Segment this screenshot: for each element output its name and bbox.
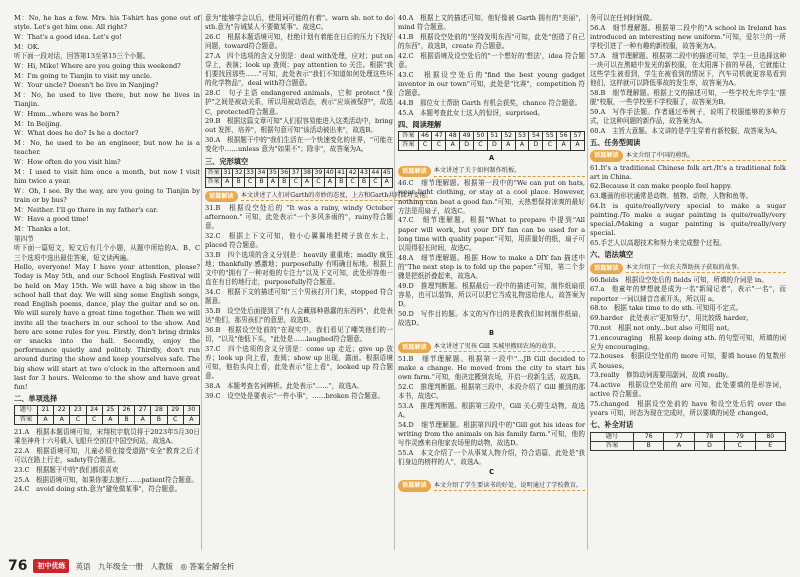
section-heading: 三、完形填空 [205,156,249,166]
table-cell: 78 [694,432,724,441]
column-divider [587,14,588,550]
banner-label: 语篇解读 [398,166,431,177]
section-heading: 二、单项选择 [14,394,58,404]
table-cell: 49 [460,131,474,140]
answer-paragraph: 68.to 根据 take time to do sth. 可知用不定式。 [590,304,743,313]
table-cell: 46 [418,131,432,140]
table-cell: 79 [725,432,755,441]
table-cell: A [37,415,53,424]
answer-paragraph: 70.not 根据 not only...but also 可知用 not。 [590,323,734,332]
table-cell: 35 [268,168,277,176]
table-cell: B [358,178,369,187]
answer-paragraph: W：Oh, I see. By the way, are you going to Tianjin by train or by bus? [14,186,200,204]
table-cell: 33 [246,168,254,176]
table-cell: B [151,415,167,424]
answer-paragraph: 75.changed 根据设空处前的 have 和设空处后的 over the years 可知，时态为现在完成时，所以要填的词是 changed。 [590,399,786,418]
table-cell: D [694,441,724,450]
answer-paragraph: 32.C 根据上下文可知，他小心翼翼地把椅子放在水上，placed 符合题意。 [205,231,393,250]
table-cell: B [336,178,347,187]
answer-paragraph: 听下面一段对话，回答第13至第15三个小题。 [14,52,150,61]
table-cell: 52 [501,131,515,140]
table-cell: A [135,415,151,424]
table-cell: C [474,141,488,150]
answer-paragraph: M：No, he has a few. Mrs. his T-shirt has gone out of style. Let's get him one. All right? [14,14,200,32]
table-cell: 48 [446,131,460,140]
table-cell: 28 [151,406,167,415]
answer-paragraph: 66.fields 根据设空处后的 fields 可知，所填的介词是 in。 [590,275,768,284]
column-divider [201,14,202,550]
table-cell: 55 [543,131,557,140]
table-cell: A [557,141,571,150]
table-cell: A [515,141,529,150]
passage-summary-banner [398,480,585,491]
answer-paragraph: 58.B 细节理解题。根据上文的描述可知，一些学校允许学生"摆脱"校服，一些学校里不学校服了，故答案为B。 [590,89,786,107]
table-cell: C [167,415,183,424]
answer-paragraph: 22.A 根据语境可知，儿童必须在接受道路"安全"教育之后才可以在路上行走，safety符合题意。 [14,447,200,465]
table-cell: 26 [118,406,134,415]
answer-paragraph: 46.C 细节理解题。根据第一段中的"We can put on hats, wear light clothing, or stay at a cool place. However, nothing can beat a good fan."可知，天热想保持凉爽的最好方法是用扇子，故选C。 [398,179,585,215]
answer-paragraph: M：Thanks a lot. [14,224,71,233]
table-cell: A [324,178,335,187]
answer-paragraph: 62.Because it can make people feel happy. [590,182,732,191]
table-cell: A [222,178,233,187]
answer-paragraph: 37.C 四个选项的含义分别是：come up 走近；give up 放弃；look up 向上看，查阅；show up 出现，露面。根据语境可知，他抬头向上看，此处表示"往上看"，looked up 符合题意。 [205,344,393,381]
answer-key-table [590,432,786,452]
answer-paragraph: 21.A 根据本题语境可知，宋翔杭宇航员将于2023年5月30日乘坐神舟十六号载人飞船升空前往中国空间站，故选A。 [14,428,200,446]
table-cell: 34 [257,168,266,176]
answer-paragraph: 73.really 修饰动词需要用副词，故填 really。 [590,371,733,380]
answer-paragraph: 45.A 本题考查此女士这人的惊讶，surprised。 [398,108,544,117]
table-cell: A [501,141,515,150]
answer-paragraph: 48.A 细节理解题。根据 How to make a DIY fan 描述中的"The next step is to fold up the paper."可知，第二个步骤是把纸折叠起来，故选A。 [398,253,585,281]
table-cell: 45 [382,168,391,176]
answer-paragraph: W：That's a good idea. Let's go! [14,32,122,41]
passage-summary-banner [398,166,585,177]
table-cell: 53 [515,131,529,140]
table-cell: 29 [167,406,183,415]
answer-paragraph: W：Hi, Mike! Where are you going this weekend? [14,62,181,71]
answer-paragraph: W：How often do you visit him? [14,158,121,167]
table-cell: C [244,178,255,187]
table-cell: D [460,141,474,150]
answer-paragraph: Hello, everyone! May I have your attention, please? Today is May 5th, and our School English Festival will be held on May 15th. We will have a big show in the school hall that day. We will sing some English songs, read English poems, dance, play the guitar and so on. We will surely have a great time together. Then we will invite all the teachers in our school to the show. And here are some rules for you. Firstly, don't bring drinks or snacks into the hall. Secondly, enjoy the performance quietly and politely. Thirdly, don't run around during the show and keep yourselves safe. The big show will start at two o'clock in the afternoon and last for 3 hours. Welcome to the show and have great fun! [14,263,200,391]
column-3 [398,14,585,550]
answer-paragraph: 38.A 本题考查名词辨析。此处表示"……"，故选A。 [205,382,363,391]
answer-paragraph: 25.A 根据语境可知，如果你要去旅行……patient符合题意。 [14,475,199,484]
table-cell: 22 [54,406,70,415]
answer-paragraph: 36.B 根据设空处前的"在现实中，我们看见了嘲笑他们的一切，"以及"他低下头，"此处是……laughed符合题意。 [205,325,393,344]
answer-paragraph: 47.C 细节理解题。根据"What to prepare 中提到"All paper will work, but your DIY fan can be used for a long time with quality paper."可知，用质量好的纸，扇子可以用得很长时间，故选C。 [398,216,585,253]
table-cell: 56 [557,131,571,140]
table-cell: C [725,441,755,450]
answer-paragraph: 务可以在任何时间做。 [590,14,656,22]
answer-paragraph: 60.A 主旨大意题。本文讲的是学生穿着有新校服，故答案为A。 [590,126,782,135]
table-cell: A [301,178,312,187]
answer-paragraph: M：No, he used to be an engineer, but now he is a teacher. [14,139,200,157]
table-cell: A [267,178,278,187]
section-heading: 四、阅读理解 [398,119,442,129]
answer-paragraph: 74.active 根据设空处前的 are 可知，此处要填的是形容词，active 符合题意。 [590,381,786,399]
answer-paragraph: M：Neither. I'll go there in my father's car. [14,205,158,214]
passage-label: C [489,468,494,477]
table-cell: 57 [571,131,585,140]
table-cell: C [543,141,557,150]
table-cell: C [290,178,301,187]
answer-paragraph: 52.C 推理判断题。根据第三段中，本段介绍了 Gill 搬到的那本书，故选C。 [398,382,585,401]
banner-note: 本文介绍了中国的剪纸。 [626,151,786,161]
section-heading: 七、补全对话 [590,420,634,430]
table-cell: 题号 [591,432,634,441]
table-row [591,441,786,450]
table-cell: E [755,441,785,450]
answer-paragraph: W：What does he do? Is he a doctor? [14,129,139,138]
answer-paragraph: 53.A 推理判断题。根据第三段中，Gill 关心野生动物，故选A。 [398,401,585,420]
answer-paragraph: 27.A 四个选项的含义分别是：deal with处理，应对；put on 穿上，表演；look up 查阅；pay attention to 关注。根据"我们要找回那些……"可知，此处表示"我们不知道如何处理这些坏的化学物品"，deal with符合题意。 [205,51,393,88]
table-cell: A [446,141,460,150]
table-cell: 41 [337,168,346,176]
answer-paragraph: 67.a 他童年的梦想就是成为一名"新闻记者"，表示"一名"，而 reporter 一词以辅音音素开头，所以用 a。 [590,285,786,303]
table-cell: A [183,415,199,424]
table-cell: C [432,141,446,150]
table-cell: 77 [664,432,694,441]
answer-paragraph: 26.C 根据本题语境可知，杜绝计划有着能在日后的压力下找好问题，toward符合题意。 [205,32,393,51]
table-cell: 39 [314,168,323,176]
table-cell: A [664,441,694,450]
table-cell: 50 [474,131,488,140]
answer-paragraph: 61.It's a traditional Chinese folk art./It's a traditional folk art in China. [590,163,786,181]
table-cell: A [381,178,392,187]
answer-paragraph: M：I used to visit him once a month, but now I visit him twice a year. [14,167,200,185]
answer-paragraph: 31.B 根据设空处后的 "It was a rainy, windy October afternoon." 可知，此处表示"一个多风多雨的"，rainy符合题意。 [205,203,393,231]
table-row [591,432,786,441]
table-cell: C [70,415,86,424]
answer-paragraph: 41.B 根据设空处前的"坚持发明东西"可知，此处"创造了自己的东西"，故选B，create 符合题意。 [398,32,585,51]
banner-label: 语篇解读 [205,191,238,202]
table-cell: 80 [755,432,785,441]
table-cell: 51 [487,131,501,140]
answer-paragraph: 49.D 推理判断题。根据最后一段中的描述可知，制作纸扇很容易，也可以装饰，所以可以把它当成礼物送给他人，故答案为D。 [398,281,585,309]
table-cell: 答案 [591,441,634,450]
table-cell: B [233,178,244,187]
answer-paragraph: 33.B 四个选项的含义分别是：heavily 重重地；madly 疯狂地；thankfully 感激地；purposefully 有明确目标地。根据上文中的"拥有了一种对他的专注力"以及下文可知，此处形容他一直在有目的地行走，purposefully符合题意。 [205,250,393,287]
table-cell: 44 [371,168,380,176]
column-divider [394,14,395,550]
page-number: 76 [8,558,28,574]
passage-label: B [488,329,495,338]
table-cell: 27 [135,406,151,415]
table-cell: C [418,141,432,150]
brand-badge: 初中优练 [33,559,69,573]
answer-paragraph: 40.A 根据上文的描述可知，他好像被 Garth 拥有的"美丽"，mind 符合题意。 [398,14,585,32]
table-cell: A [102,415,118,424]
answer-key-table [205,168,393,188]
table-row [399,141,585,150]
table-cell: 24 [86,406,102,415]
answer-paragraph: 65.手艺人以高超技术和努力来完成整个过程。 [590,239,726,248]
answer-paragraph: M：OK. [14,42,40,51]
page-footer [0,555,800,577]
banner-label: 语篇解读 [398,480,431,491]
answer-paragraph: 71.encouraging 根据 keep doing sth. 的句型可知，所填的词应为 encouraging。 [590,333,786,351]
table-cell: 答案 [207,168,220,176]
table-cell: C [347,178,358,187]
answer-paragraph: M：In Beijing. [14,119,62,128]
answer-paragraph: 56.A 细节理解题。根据第二段中的"A school in Ireland has introduced an interesting new uniform."可知，爱尔兰的一所学校引进了一种有趣的新校服，故答案为A。 [590,23,786,51]
answer-paragraph: W：Hmm...where was he born? [14,110,120,119]
passage-label: A [488,153,495,162]
table-cell: B [279,178,290,187]
answer-paragraph: 51.B 细节理解题。根据第一段中"...JB Gill decided to make a change. He moved from the city to start his own farm."可知，他决定搬到农场，开启一段新生活，故选B。 [398,354,585,382]
table-cell: 38 [303,168,311,176]
table-row [399,131,585,140]
table-row [206,178,393,187]
answer-paragraph: W：Have a good time! [14,215,89,224]
table-cell: 42 [348,168,357,176]
table-cell: 30 [183,406,199,415]
section-heading: 五、任务型阅读 [590,138,641,148]
answer-paragraph: 意为"能够学会以后，使用词可能的有着"。warn sb. not to do sth.意为"告诫某人不要做某事"。故选C。 [205,14,393,32]
table-cell: 答案 [399,131,419,140]
answer-paragraph: 55.A 本文介绍了一个从事某人物介绍，符合语篇，此处是"我们身边的榜样的人"，故选A。 [398,448,585,467]
passage-summary-banner [590,150,786,161]
answer-paragraph: M：No, he used to live there, but now he lives in Tianjin. [14,91,200,109]
answer-paragraph: 29.B 根据这篇文章可知"人们很容易能进入这类活动中，bring out 发挥，培养"，根据句意可知"该活动被出来"，故选B。 [205,117,393,135]
banner-note: 本文讲述了人们对Garth的奇妙的态度，上方和Garth共同面对变化。 [241,191,432,201]
table-cell: A [54,415,70,424]
passage-summary-banner [205,191,432,202]
section-heading: 六、语法填空 [590,250,634,260]
table-cell: 32 [234,168,243,176]
table-cell: 54 [529,131,543,140]
table-cell: 25 [102,406,118,415]
answer-paragraph: 30.A 根据题干中的"我们生活在一个快速变化的世界，"可能在变化中……unless 意为"如果不"；除非"，故答案为A。 [205,136,393,154]
banner-label: 语篇解读 [590,150,623,161]
answer-paragraph: 23.C 根据题干中的"我们都很喜欢 [14,465,119,474]
passage-summary-banner [590,263,786,274]
table-cell: 21 [37,406,53,415]
table-cell: 题号 [15,406,38,415]
answer-paragraph: 64.It is quite/really/very special to make a sugar painting./To make a sugar painting is quite/really/very special./Making a sugar painting is quite/really/very special. [590,201,786,238]
banner-note: 本文介绍了一位农夫帮助孩子获取的故事。 [626,263,786,273]
banner-label: 语篇解读 [590,263,623,274]
answer-paragraph: 35.B 设空处后面提到了"有人会藏那种愚蠢的东西吗"，此处表达"他们，那男孩们"的意思，故选B。 [205,307,393,325]
table-cell: B [118,415,134,424]
answer-paragraph: M：I'm going to Tianjin to visit my uncle. [14,71,153,80]
answer-paragraph: 39.C 设空处是要表示"一件小事"，……broken 符合题意。 [205,391,385,400]
table-cell: 36 [280,168,289,176]
table-cell: C [370,178,381,187]
answer-key-table [14,405,200,425]
answer-key-table [398,131,585,151]
table-cell: B [256,178,267,187]
table-cell: 23 [70,406,86,415]
answer-paragraph: W：Your uncle? Doesn't he live in Nanjing? [14,81,159,90]
table-cell: 76 [633,432,663,441]
answer-paragraph: 28.C 句子主语 endangered animals，它和 protect "保护"之间是被动关系，所以用被动语态，表示"应该被保护"，故选C，protected符合题意。 [205,89,393,116]
table-cell: 答案 [15,415,38,424]
answer-paragraph: 59.A 写作手法题。作者通过举例子，说明了校服能够的多种方式，让这种问题的新作品，故答案为A。 [590,108,786,126]
answer-paragraph: 听下面一篇短文，短文后有几个小题，从题中所给的A、B、C三个选项中选出最佳答案，短文读两遍。 [14,244,200,262]
column-4 [590,14,786,550]
table-row [206,168,393,177]
answer-paragraph: 第四节 [14,234,34,243]
answer-paragraph: 34.C 根据下文的描述可知"三个男孩打开门来，stopped 符合题意。 [205,288,393,306]
table-cell: 47 [432,131,446,140]
table-cell: D [529,141,543,150]
column-1 [14,14,200,550]
passage-summary-banner [398,342,585,353]
answer-paragraph: 54.D 细节理解题。根据第四段中的"Gill got his ideas for writing from the animals on his family farm."可知，他的写作灵感来自他家农场里的动物，故选D。 [398,420,585,448]
table-cell: 43 [360,168,368,176]
answer-paragraph: 24.C avoid doing sth.意为"避免做某事"，符合题意。 [14,485,182,494]
table-cell: 31 [223,168,232,176]
answer-paragraph: 57.A 细节理解题。根据第二段中的描述可知，学生一旦选择这种一块可以在黑暗中发光的新校服，在太阳落下前的早晨，它就能让这些学生被看到，学生在被看到的情况下，汽车司机就更容易看到他们，这样就可以降低事故的发生率，故答案为A。 [590,51,786,88]
table-cell: B [633,441,663,450]
answer-paragraph: 72.houses 根据设空处前的 more 可知，要填 house 的复数形式 houses。 [590,352,786,370]
banner-label: 语篇解读 [398,342,431,353]
banner-note: 本文讲述了男孩 Gill 买城里搬回农场的故事。 [434,342,585,352]
answer-paragraph: 69.harder 此处表示"更加努力"，用比较级 harder。 [590,314,753,323]
table-cell: 40 [325,168,334,176]
answer-paragraph: 50.D 写作目的题。本文的写作目的是教我们如何制作纸扇，故选D。 [398,310,585,328]
answer-paragraph: 43.C 根据设空处后的"find the best young gadget inventor in our town"可知，此处是"比赛"，competition 符合题意。 [398,70,585,98]
table-row [15,415,200,424]
table-cell: 答案 [399,141,419,150]
table-cell: 答案 [207,178,220,186]
footer-text: 英语 九年级全一册 人教版 ◎ 答案全解全析 [75,561,235,571]
table-row [15,406,200,415]
answer-paragraph: 42.C 根据语境及设空处后的"一个想好的'想法'，idea 符合题意。 [398,51,585,70]
banner-note: 本文介绍了学生要读书的好处，说明通过了学校教育。 [434,481,585,491]
table-cell: C [86,415,102,424]
banner-note: 本文讲述了关于如何制作纸板。 [434,166,585,176]
table-cell: C [313,178,324,187]
table-cell: A [571,141,585,150]
answer-paragraph: 44.B 那位女士帮助 Garth 有机会获奖，chance 符合题意。 [398,98,582,107]
table-cell: D [487,141,501,150]
answer-paragraph: 63.雕画的形状通常是动物、植物、动物，人物和鱼等。 [590,192,753,201]
table-cell: 37 [291,168,300,176]
